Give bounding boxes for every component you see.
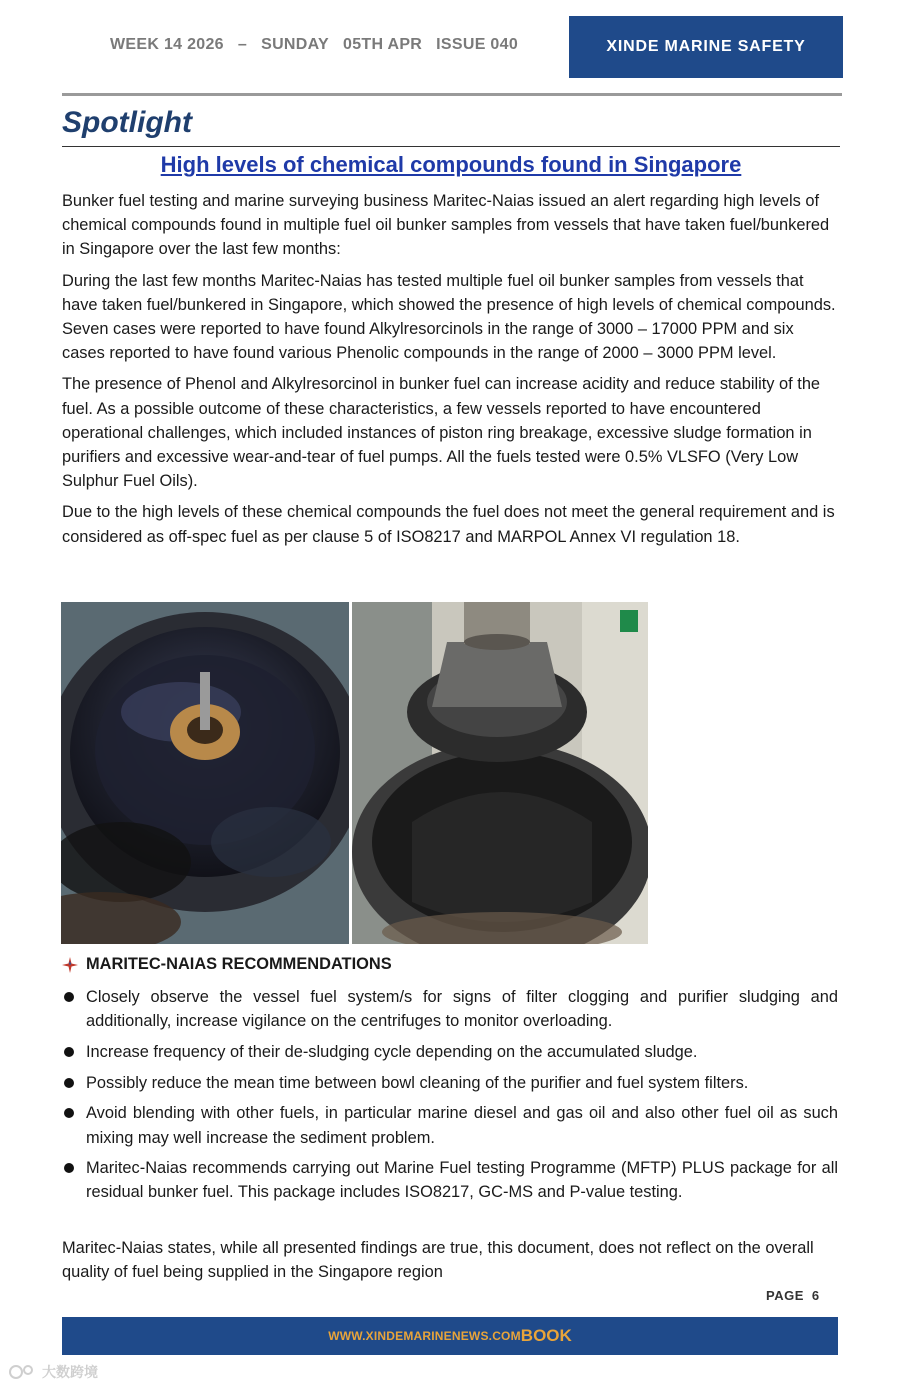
paragraph: Bunker fuel testing and marine surveying business Maritec-Naias issued an alert regarding high levels of chemical compounds found in multiple fuel oil bunker samples from vessels that have taken fuel/bunkered in Singapore over the last few months: <box>62 192 830 259</box>
meta-separator: – <box>237 36 248 53</box>
page-label: PAGE <box>766 1288 804 1303</box>
purifier-disc-stack-photo <box>352 602 648 944</box>
purifier-bowl-photo <box>61 602 349 944</box>
recommendations-heading <box>62 955 392 974</box>
closing-statement: Maritec-Naias states, while all presented findings are true, this document, does not reflect on the overall quality of fuel being supplied in the Singapore region <box>62 1239 814 1282</box>
list-item-text: Closely observe the vessel fuel system/s for signs of filter clogging and purifier sludging and additionally, increase vigilance on the centrifuges to monitor overloading. <box>86 988 838 1031</box>
article-body <box>62 189 838 556</box>
recommendations-list <box>62 985 838 1211</box>
watermark <box>8 1362 98 1382</box>
paragraph: The presence of Phenol and Alkylresorcinol in bunker fuel can increase acidity and reduce stability of the fuel. As a possible outcome of these characteristics, a few vessels reported to have encountered operational challenges, which included instances of piston ring breakage, excessive sludge formation in purifiers and excessive wear-and-tear of fuel pumps. All the fuels tested were 0.5% VLSFO (Very Low Sulphur Fuel Oils). <box>62 375 821 491</box>
paragraph: Due to the high levels of these chemical compounds the fuel does not meet the general requirement and is considered as off-spec fuel as per clause 5 of ISO8217 and MARPOL Annex VI regulation 18. <box>62 503 835 546</box>
section-title: Spotlight <box>62 106 192 139</box>
compass-star-icon <box>62 957 78 973</box>
list-item <box>62 1040 838 1064</box>
header-divider <box>62 93 842 96</box>
bullet-icon <box>64 992 74 1002</box>
week-label: WEEK 14 2026 <box>110 36 224 53</box>
page-number <box>766 1288 820 1303</box>
issue-label: ISSUE 040 <box>436 36 519 53</box>
footer-band <box>62 1317 838 1355</box>
list-item-text: Maritec-Naias recommends carrying out Marine Fuel testing Programme (MFTP) PLUS package for all residual bunker fuel. This package includes ISO8217, GC-MS and P-value testing. <box>86 1159 838 1202</box>
section-divider <box>62 146 840 147</box>
footer-book-link[interactable]: BOOK <box>520 1326 572 1345</box>
footer-url-link[interactable]: WWW.XINDEMARINENEWS.COM <box>328 1329 521 1343</box>
date-label: 05TH APR <box>343 36 423 53</box>
list-item-text: Avoid blending with other fuels, in particular marine diesel and gas oil and also other fuel oil as such mixing may well increase the sediment problem. <box>86 1104 838 1147</box>
list-item-text: Possibly reduce the mean time between bowl cleaning of the purifier and fuel system filters. <box>86 1073 749 1092</box>
bullet-icon <box>64 1108 74 1118</box>
bullet-icon <box>64 1078 74 1088</box>
watermark-logo-icon <box>8 1363 38 1381</box>
recommendations-title: MARITEC-NAIAS RECOMMENDATIONS <box>86 955 392 973</box>
list-item <box>62 1101 838 1149</box>
watermark-text: 大数跨境 <box>42 1364 98 1380</box>
paragraph: During the last few months Maritec-Naias has tested multiple fuel oil bunker samples from vessels that have taken fuel/bunkered in Singapore, which showed the presence of high levels of chemical compounds. Seven cases were reported to have found Alkylresorcinols in the range of 3000 – 17000 PPM and six cases reported to have found various Phenolic compounds in the range of 2000 – 3000 PPM level. <box>62 271 836 363</box>
article-headline[interactable]: High levels of chemical compounds found in Singapore <box>160 152 742 177</box>
page-value: 6 <box>811 1288 820 1303</box>
issue-meta <box>110 36 532 54</box>
bullet-icon <box>64 1047 74 1057</box>
list-item <box>62 1071 838 1095</box>
day-label: SUNDAY <box>261 36 329 53</box>
list-item <box>62 1156 838 1204</box>
purifier-photos <box>61 602 648 944</box>
bullet-icon <box>64 1163 74 1173</box>
brand-banner: XINDE MARINE SAFETY <box>569 16 843 78</box>
list-item-text: Increase frequency of their de-sludging cycle depending on the accumulated sludge. <box>86 1042 698 1061</box>
list-item <box>62 985 838 1033</box>
